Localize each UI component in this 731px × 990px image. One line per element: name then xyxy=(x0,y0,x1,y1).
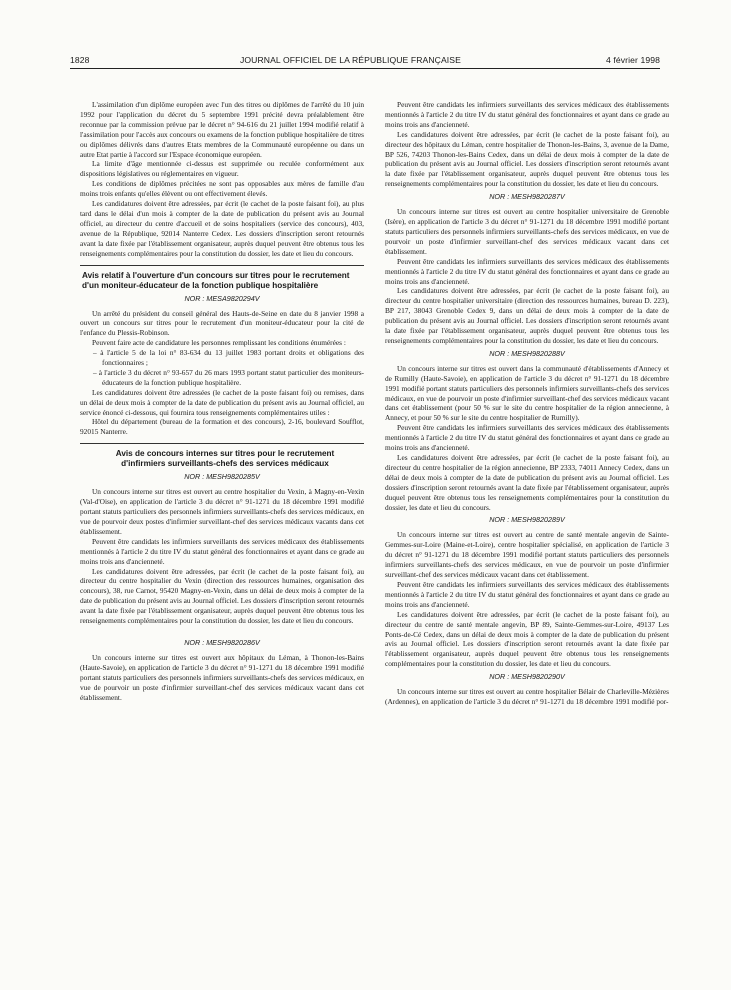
paragraph: Les conditions de diplômes précitées ne sont pas opposables aux mères de famille d'au moins trois enfants qu'elles élèvent ou ont effectivement élevés. xyxy=(80,179,364,199)
list-item: – à l'article 3 du décret n° 93-657 du 26 mars 1993 portant statut particulier des moniteurs-éducateurs de la fonction publique hospitalière. xyxy=(102,368,364,388)
paragraph: Un arrêté du président du conseil général des Hauts-de-Seine en date du 8 janvier 1998 a ouvert un concours sur titres pour le recrutement d'un moniteur-éducateur pour la cité de l'enfance du Plessis-Robinson. xyxy=(80,308,364,338)
nor-reference: NOR : MESH9820290V xyxy=(489,672,565,682)
paragraph: Peuvent être candidats les infirmiers surveillants des services médicaux des établissements mentionnés à l'article 2 du titre IV du statut général des fonctionnaires et ayant dans ce grade au moins trois ans d'ancienneté. xyxy=(80,536,364,566)
nor-reference: NOR : MESH9820288V xyxy=(489,348,565,358)
paragraph: Les candidatures doivent être adressées, par écrit (le cachet de la poste faisant foi), au directeur du centre de santé mentale angevin, BP 89, Sainte-Gemmes-sur-Loire, 49137 Les Ponts-de-Cé Cedex, dans un délai de deux mois à compter de la date de publication du présent avis au Journal officiel. Les dossiers d'inscription seront retournés avant la date fixée par l'établissement organisateur, auprès duquel peuvent être obtenus tous les renseignements complémentaires pour la constitution du dossier, les date et lieu du concours. xyxy=(385,609,669,669)
paragraph: Un concours interne sur titres est ouvert aux hôpitaux du Léman, à Thonon-les-Bains (Haute-Savoie), en application de l'article 3 du décret n° 91-1271 du 18 décembre 1991 modifié portant statuts particuliers des personnels infirmiers surveillants-chefs des services médicaux, en vue de pourvoir un poste d'infirmier surveillant-chef des services médicaux vacant dans cet établissement. xyxy=(80,652,364,702)
paragraph: Un concours interne sur titres est ouvert dans la communauté d'établissements d'Annecy et de Rumilly (Haute-Savoie), en application de l'article 3 du décret n° 91-1271 du 18 décembre 1991 modifié portant statuts particuliers des personnels infirmiers surveillants-chefs des services médicaux, en vue de pourvoir un poste d'infirmier surveillant-chef des services médicaux vacant dans cet établissement (pour 50 % sur le site du centre hospitalier de la région annecienne, à Annecy, et pour 50 % sur le site du centre hospitalier de Rumilly). xyxy=(385,363,669,423)
nor-reference: NOR : MESH9820285V xyxy=(184,472,260,482)
paragraph: Peuvent être candidats les infirmiers surveillants des services médicaux des établissements mentionnés à l'article 2 du titre IV du statut général des fonctionnaires et ayant dans ce grade au moins trois ans d'ancienneté. xyxy=(385,256,669,286)
conditions-list xyxy=(80,348,364,388)
notice-heading: Avis relatif à l'ouverture d'un concours sur titres pour le recrutement d'un moniteur-éducateur de la fonction publique hospitalière xyxy=(82,270,350,290)
section-divider xyxy=(80,443,364,444)
paragraph: Peuvent être candidats les infirmiers surveillants des services médicaux des établissements mentionnés à l'article 2 du titre IV du statut général des fonctionnaires et ayant dans ce grade au moins trois ans d'ancienneté. xyxy=(385,100,669,129)
issue-date: 4 février 1998 xyxy=(606,55,660,65)
paragraph: Les candidatures doivent être adressées, par écrit (le cachet de la poste faisant foi), au directeur des hôpitaux du Léman, centre hospitalier de Thonon-les-Bains, 3, avenue de la Dame, BP 526, 74203 Thonon-les-Bains Cedex, dans un délai de deux mois à compter de la date de publication du présent avis au Journal officiel. Les dossiers d'inscription seront retournés avant la date fixée par l'établissement organisateur, auprès duquel peuvent être obtenus tous les renseignements complémentaires pour la constitution du dossier, les date et lieu du concours. xyxy=(385,129,669,189)
nor-reference: NOR : MESH9820286V xyxy=(184,637,260,647)
paragraph: Un concours interne sur titres est ouvert au centre hospitalier Bélair de Charleville-Mézières (Ardennes), en application de l'article 3 du décret n° 91-1271 du 18 décembre 1991 modifié por- xyxy=(385,687,669,707)
paragraph: Les candidatures doivent être adressées, par écrit (le cachet de la poste faisant foi), au directeur du centre hospitalier universitaire (direction des ressources humaines, bureau D. 223), BP 217, 38043 Grenoble Cedex 9, dans un délai de deux mois à compter de la date de publication du présent avis au Journal officiel. Les dossiers d'inscription seront retournés avant la date fixée par l'établissement organisateur, auprès duquel peuvent être obtenus tous les renseignements complémentaires pour la constitution du dossier, les date et lieu du concours. xyxy=(385,286,669,345)
paragraph: Peuvent être candidats les infirmiers surveillants des services médicaux des établissements mentionnés à l'article 2 du titre IV du statut général des fonctionnaires et ayant dans ce grade au moins trois ans d'ancienneté. xyxy=(385,579,669,609)
paragraph: Un concours interne sur titres est ouvert au centre hospitalier du Vexin, à Magny-en-Vexin (Val-d'Oise), en application de l'article 3 du décret n° 91-1271 du 18 décembre 1991 modifié portant statuts particuliers des personnels infirmiers surveillants-chefs des services médicaux, en vue de pourvoir deux postes d'infirmier surveillant-chef des services médicaux vacants dans cet établissement. xyxy=(80,487,364,536)
paragraph: La limite d'âge mentionnée ci-dessus est supprimée ou reculée conformément aux dispositions législatives ou réglementaires en vigueur. xyxy=(80,159,364,179)
paragraph: Hôtel du département (bureau de la formation et des concours), 2-16, boulevard Soufflot, 92015 Nanterre. xyxy=(80,417,364,437)
list-item: – à l'article 5 de la loi n° 83-634 du 13 juillet 1983 portant droits et obligations des fonctionnaires ; xyxy=(102,348,364,368)
paragraph: Un concours interne sur titres est ouvert au centre hospitalier universitaire de Grenoble (Isère), en application de l'article 3 du décret n° 91-1271 du 18 décembre 1991 modifié portant statuts particuliers des personnels infirmiers surveillants-chefs des services médicaux, en vue de pourvoir un poste d'infirmier surveillant-chef des services médicaux vacant dans cet établissement. xyxy=(385,207,669,256)
paragraph: Les candidatures doivent être adressées, par écrit (le cachet de la poste faisant foi), au directeur du centre hospitalier du Vexin (direction des ressources humaines, organisation des concours), 38, rue Carnot, 95420 Magny-en-Vexin, dans un délai de deux mois à compter de la date de publication du présent avis au Journal officiel. Les dossiers d'inscription seront retournés avant la date fixée par l'établissement organisateur, auprès duquel peuvent être obtenus tous les renseignements complémentaires pour la constitution du dossier, les date et lieu du concours. xyxy=(80,566,364,626)
nor-reference: NOR : MESH9820289V xyxy=(489,515,565,525)
paragraph: L'assimilation d'un diplôme européen avec l'un des titres ou diplômes de l'arrêté du 10 juin 1992 pour l'application du décret du 5 septembre 1991 précité devra préalablement être reconnue par la commission prévue par le décret n° 94-616 du 21 juillet 1994 modifié relatif à l'assimilation pour l'accès aux concours ou examens de la fonction publique hospitalière de titres ou diplômes délivrés dans d'autres Etats membres de la Communauté européenne ou dans un autre Etat partie à l'accord sur l'Espace économique européen. xyxy=(80,100,364,159)
nor-reference: NOR : MESH9820287V xyxy=(489,192,565,202)
header-rule xyxy=(70,68,660,69)
paragraph: Les candidatures doivent être adressées (le cachet de la poste faisant foi) ou remises, dans un délai de deux mois à compter de la date de publication du présent avis au Journal officiel, au service énoncé ci-dessous, qui fournira tous renseignements complémentaires utiles : xyxy=(80,387,364,417)
paragraph: Les candidatures doivent être adressées, par écrit (le cachet de la poste faisant foi), au plus tard dans le délai d'un mois à compter de la date de publication du présent avis au Journal officiel, au directeur du centre d'accueil et de soins hospitaliers (service des concours), 403, avenue de la République, 92014 Nanterre Cedex. Les dossiers d'inscription seront retournés avant la date fixée par l'établissement organisateur, auprès duquel peuvent être obtenus tous les renseignements complémentaires pour la constitution du dossier, les date et lieu du concours. xyxy=(80,199,364,258)
paragraph: Les candidatures doivent être adressées, par écrit (le cachet de la poste faisant foi), au directeur du centre hospitalier de la région annecienne, BP 2333, 74011 Annecy Cedex, dans un délai de deux mois à compter de la date de publication du présent avis au Journal officiel. Les dossiers d'inscription seront retournés avant la date fixée par l'établissement organisateur, auprès duquel peuvent être obtenus tous les renseignements complémentaires pour la constitution du dossier, les date et lieu du concours. xyxy=(385,453,669,512)
page-number: 1828 xyxy=(70,55,90,65)
page-header xyxy=(70,52,660,68)
notice-heading: Avis de concours internes sur titres pour le recrutement d'infirmiers surveillants-chefs des services médicaux xyxy=(115,449,335,469)
left-column xyxy=(80,100,364,703)
journal-title: JOURNAL OFFICIEL DE LA RÉPUBLIQUE FRANÇAISE xyxy=(240,55,461,65)
paragraph: Un concours interne sur titres est ouvert au centre de santé mentale angevin de Sainte-Gemmes-sur-Loire (Maine-et-Loire), centre hospitalier spécialisé, en application de l'article 3 du décret n° 91-1271 du 18 décembre 1991 modifié portant statuts particuliers des personnels infirmiers surveillants-chefs des services médicaux, en vue de pourvoir un poste d'infirmier surveillant-chef des services médicaux vacant dans cet établissement. xyxy=(385,530,669,580)
nor-reference: NOR : MESA9820294V xyxy=(184,293,260,303)
right-column xyxy=(385,100,669,707)
paragraph: Peuvent être candidats les infirmiers surveillants des services médicaux des établissements mentionnés à l'article 2 du titre IV du statut général des fonctionnaires et ayant dans ce grade au moins trois ans d'ancienneté. xyxy=(385,423,669,453)
paragraph: Peuvent faire acte de candidature les personnes remplissant les conditions énumérées : xyxy=(92,338,346,348)
section-divider xyxy=(80,265,364,266)
